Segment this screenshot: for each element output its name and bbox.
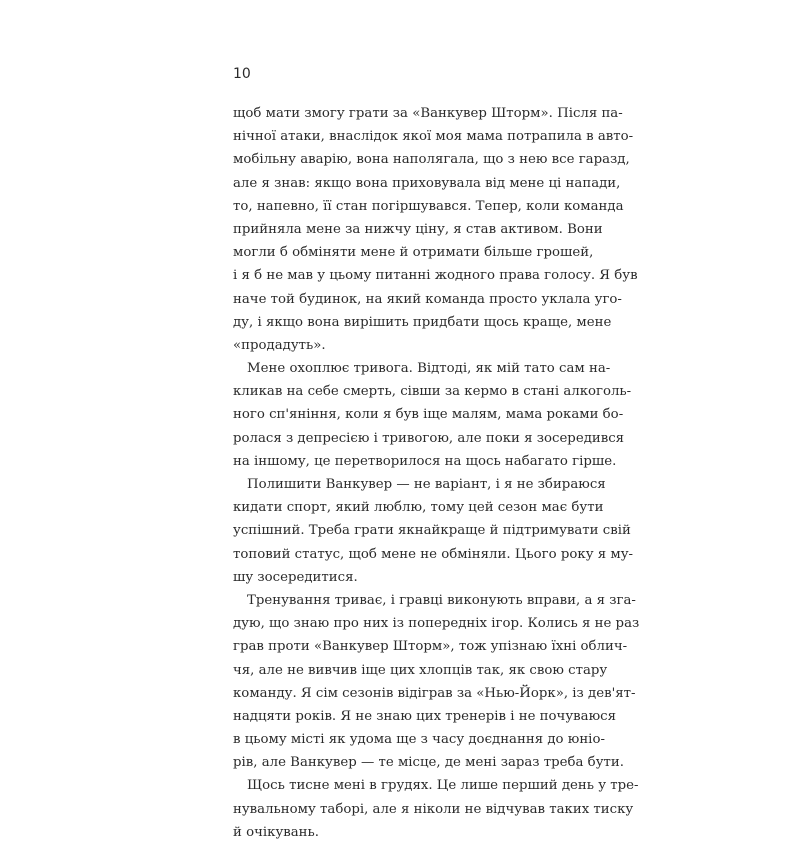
- text-line: щоб мати змогу грати за «Ванкувер Шторм». Після па-: [233, 106, 623, 121]
- text-line: чя, але не вивчив іще цих хлопців так, як свою стару: [233, 662, 608, 678]
- text-line: кликав на себе смерть, сівши за кермо в стані алкоголь-: [233, 384, 632, 400]
- text-line: могли б обміняти мене й отримати більше грошей,: [233, 245, 594, 261]
- text-line: Тренування триває, і гравці виконують вправи, а я зга-: [247, 592, 636, 608]
- text-line: ду, і якщо вона вирішить придбати щось краще, мене: [233, 314, 612, 330]
- text-line: дую, що знаю про них із попередніх ігор. Колись я не раз: [233, 616, 640, 632]
- text-line: прийняла мене за нижчу ціну, я став активом. Вони: [233, 221, 603, 237]
- paragraph: [233, 473, 634, 589]
- text-line: мобільну аварію, вона наполягала, що з нею все гаразд,: [233, 152, 630, 168]
- text-line: «продадуть».: [233, 337, 326, 353]
- text-line: і я б не мав у цьому питанні жодного права голосу. Я був: [233, 268, 638, 284]
- paragraph: [233, 589, 640, 775]
- text-line: Полишити Ванкувер — не варіант, і я не збираюся: [247, 477, 606, 492]
- paragraph: [233, 774, 639, 844]
- paragraph: [233, 102, 638, 357]
- body-text: [233, 102, 640, 844]
- text-line: Мене охоплює тривога. Відтоді, як мій тато сам на-: [247, 361, 611, 377]
- text-line: Щось тисне мені в грудях. Це лише перший день у тре-: [247, 778, 639, 794]
- text-line: грав проти «Ванкувер Шторм», тож упізнаю їхні облич-: [233, 639, 628, 655]
- text-line: ного сп'яніння, коли я був іще малям, мама роками бо-: [233, 407, 624, 423]
- text-line: ролася з депресією і тривогою, але поки я зосередився: [233, 430, 625, 446]
- text-line: наче той будинок, на який команда просто уклала уго-: [233, 291, 622, 307]
- text-line: в цьому місті як удома ще з часу доєднання до юніо-: [233, 732, 605, 748]
- text-line: але я знав: якщо вона приховувала від мене ці напади,: [233, 175, 621, 191]
- text-line: на іншому, це перетворилося на щось набагато гірше.: [233, 453, 617, 469]
- text-line: топовий статус, щоб мене не обміняли. Цього року я му-: [233, 546, 634, 562]
- text-line: кидати спорт, який люблю, тому цей сезон має бути: [233, 500, 604, 516]
- text-line: шу зосередитися.: [233, 569, 358, 585]
- text-line: успішний. Треба грати якнайкраще й підтримувати свій: [233, 523, 631, 539]
- text-line: нувальному таборі, але я ніколи не відчував таких тиску: [233, 801, 634, 817]
- page-number: 10: [233, 66, 251, 82]
- text-line: нічної атаки, внаслідок якої моя мама потрапила в авто-: [233, 129, 634, 145]
- text-line: надцяти років. Я не знаю цих тренерів і не почуваюся: [233, 708, 616, 724]
- paragraph: [233, 357, 632, 473]
- text-line: й очікувань.: [233, 824, 320, 840]
- text-line: то, напевно, її стан погіршувався. Тепер, коли команда: [233, 198, 624, 214]
- text-line: команду. Я сім сезонів відіграв за «Нью-Йорк», із дев'ят-: [233, 685, 636, 701]
- text-line: рів, але Ванкувер — те місце, де мені зараз треба бути.: [233, 755, 624, 771]
